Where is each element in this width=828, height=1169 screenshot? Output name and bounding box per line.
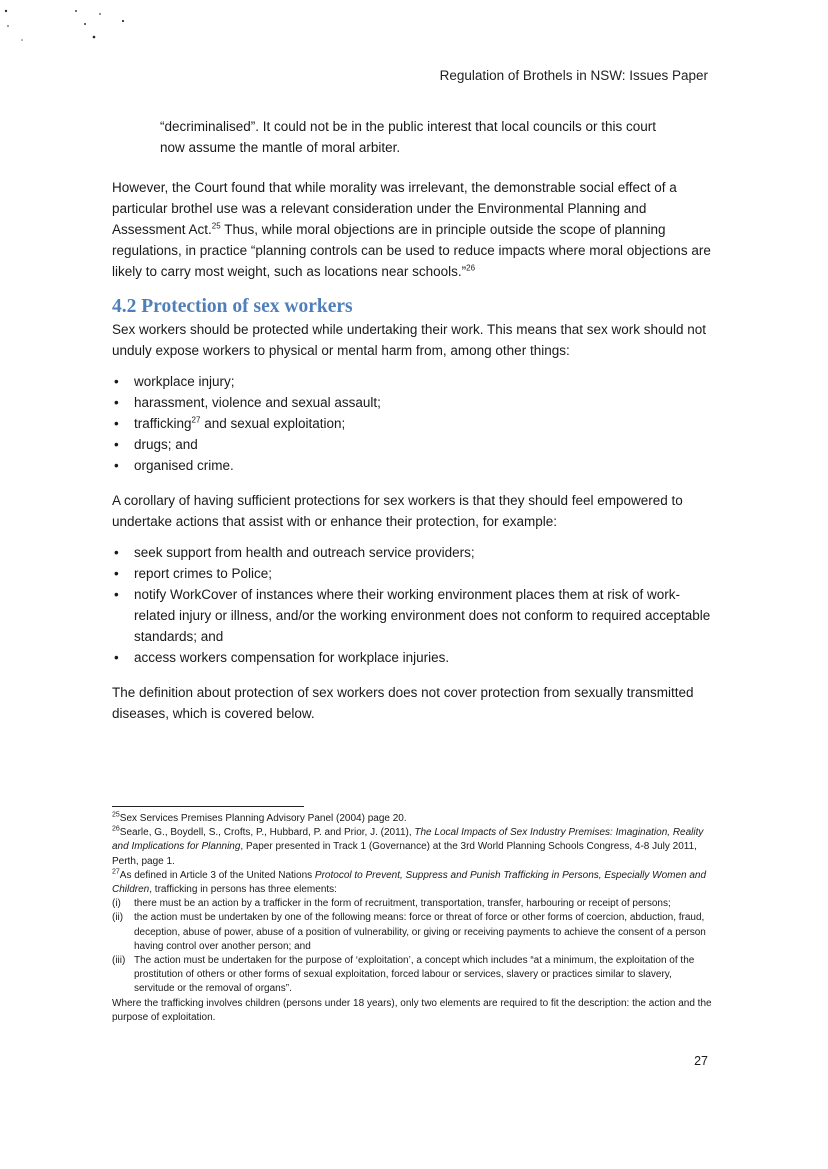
footnote-27-closing: Where the trafficking involves children (persons under 18 years), only two elements are required to fit the description: the action and the purpose of exploitation. bbox=[112, 997, 712, 1023]
page-body bbox=[112, 116, 712, 724]
list-item: • seek support from health and outreach service providers; bbox=[112, 542, 712, 563]
footnote-ref-26[interactable]: 26 bbox=[466, 263, 476, 273]
footnote-27-element-iii: (iii) The action must be undertaken for the purpose of ‘exploitation’, a concept which includes “at a minimum, the exploitation of the prostitution of others or other forms of sexual exploitation, forced labour or services, slavery or practices similar to slavery, servitude or the removal of organs”. bbox=[112, 955, 695, 995]
list-item: • harassment, violence and sexual assault; bbox=[112, 392, 712, 413]
bullet-icon: • bbox=[114, 416, 119, 431]
bullet-icon: • bbox=[114, 650, 119, 665]
footnote-27-element-i: (i) there must be an action by a trafficker in the form of recruitment, transportation, transfer, harbouring or receipt of persons; bbox=[112, 898, 671, 910]
paragraph-protection-intro: Sex workers should be protected while undertaking their work. This means that sex work should not unduly expose workers to physical or mental harm from, among other things: bbox=[112, 322, 707, 358]
bullet-icon: • bbox=[114, 458, 119, 473]
bullet-icon: • bbox=[114, 437, 119, 452]
list-item: • access workers compensation for workplace injuries. bbox=[112, 647, 712, 668]
paragraph-text: Thus, while moral objections are in principle outside the scope of planning regulations, in practice “planning controls can be used to reduce impacts where moral objections are likely to carry most weight, such as locations near schools.” bbox=[112, 222, 711, 279]
footnote-25: $^{25}$Sex Services Premises Planning Advisory Panel (2004) page 20. bbox=[112, 811, 407, 824]
list-item: • workplace injury; bbox=[112, 371, 712, 392]
paragraph-court-finding bbox=[112, 177, 712, 282]
paragraph-corollary: A corollary of having sufficient protections for sex workers is that they should feel empowered to undertake actions that assist with or enhance their protection, for example: bbox=[112, 493, 683, 529]
page-number: 27 bbox=[694, 1054, 708, 1068]
bullet-icon: • bbox=[114, 545, 119, 560]
footnote-27: $^{27}$As defined in Article 3 of the United Nations Protocol to Prevent, Suppress and Punish Trafficking in Persons, Especially Women and Children, trafficking in persons has three elements: bbox=[112, 868, 707, 896]
footnote-27-element-ii: (ii) the action must be undertaken by one of the following means: force or threat of force or other forms of coercion, abduction, fraud, deception, abuse of power, abuse of a position of vulnerability, or giving or receiving payments to achieve the consent of a person having control over another person; and bbox=[112, 912, 706, 952]
bullet-icon: • bbox=[114, 566, 119, 581]
paragraph-text: However, the Court found that while morality was irrelevant, the demonstrable social effect of a particular brothel use was a relevant consideration under the Environmental Planning and Assessment Act. bbox=[112, 180, 677, 237]
footnote-ref-25[interactable]: 25 bbox=[211, 221, 221, 231]
list-item: • drugs; and bbox=[112, 434, 712, 455]
list-item: • notify WorkCover of instances where their working environment places them at risk of work-related injury or illness, and/or the working environment does not conform to required acceptable standards; and bbox=[112, 584, 712, 647]
list-item: • organised crime. bbox=[112, 455, 712, 476]
bullet-icon: • bbox=[114, 374, 119, 389]
paragraph-definition: The definition about protection of sex workers does not cover protection from sexually transmitted diseases, which is covered below. bbox=[112, 685, 694, 721]
bullet-icon: • bbox=[114, 395, 119, 410]
footnote-26: $^{26}$Searle, G., Boydell, S., Crofts, P., Hubbard, P. and Prior, J. (2011), The Local Impacts of Sex Industry Premises: Imagination, Reality and Implications for Planning, Paper presented in Track 1 (Governance) at the 3rd World Planning Schools Congress, 4-8 July 2011, Perth, page 1. bbox=[112, 825, 704, 867]
footnote-separator bbox=[112, 806, 304, 807]
section-heading: 4.2 Protection of sex workers bbox=[112, 296, 353, 317]
bullet-icon: • bbox=[114, 587, 119, 602]
harms-list bbox=[112, 371, 712, 476]
footnotes bbox=[112, 812, 712, 1025]
list-item: • report crimes to Police; bbox=[112, 563, 712, 584]
scan-speck-marks bbox=[0, 0, 140, 50]
actions-list bbox=[112, 542, 712, 668]
block-quote: “decriminalised”. It could not be in the public interest that local councils or this court now assume the mantle of moral arbiter. bbox=[160, 119, 656, 155]
footnote-ref-27[interactable]: 27 bbox=[191, 415, 201, 425]
list-item: • trafficking$^{27}$ and sexual exploitation; bbox=[112, 413, 712, 434]
running-header: Regulation of Brothels in NSW: Issues Paper bbox=[439, 68, 708, 83]
